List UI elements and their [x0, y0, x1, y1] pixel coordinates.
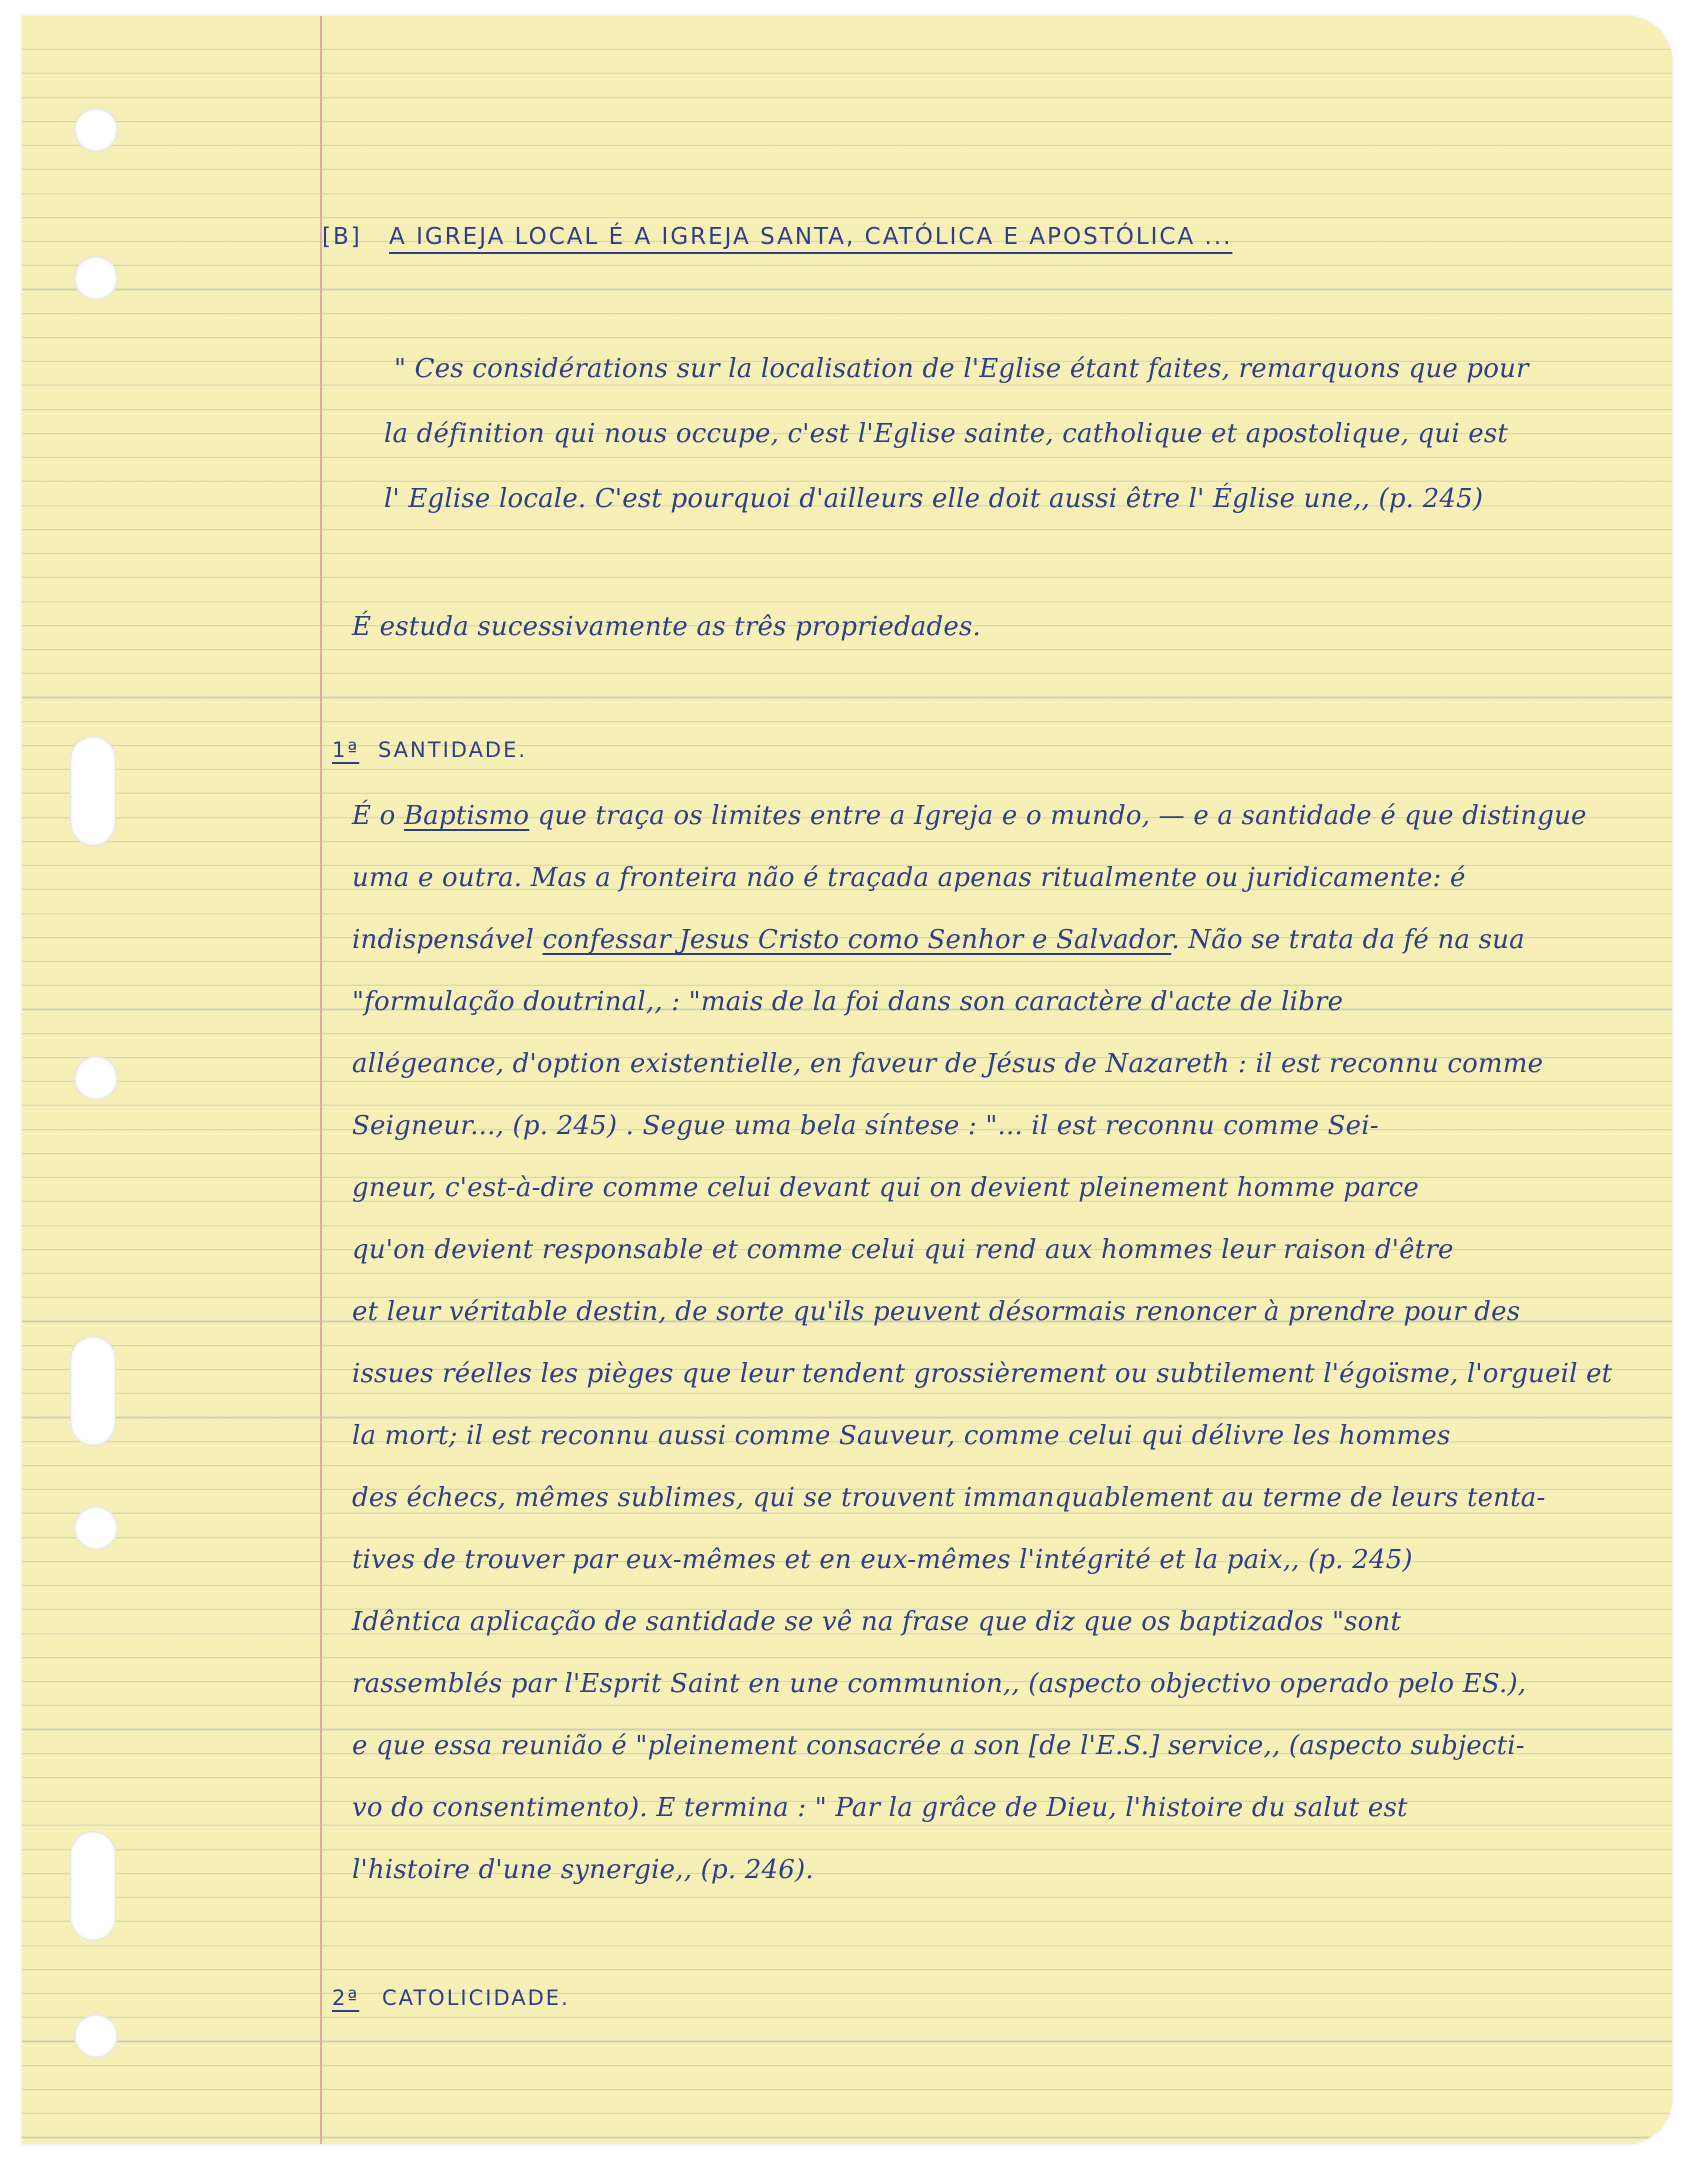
- quote-line: la définition qui nous occupe, c'est l'Eglise sainte, catholique et apostolique, qui est: [384, 419, 1509, 449]
- body-line: "formulação doutrinal,, : "mais de la foi dans son caractère d'acte de libre: [352, 987, 1344, 1017]
- quote-line: l' Eglise locale. C'est pourquoi d'ailleurs elle doit aussi être l' Église une,, (p. 245): [384, 484, 1484, 514]
- text-span: . Não se trata da fé na sua: [1171, 925, 1525, 955]
- body-line: vo do consentimento). E termina : " Par la grâce de Dieu, l'histoire du salut est: [352, 1793, 1408, 1823]
- body-line: e que essa reunião é "pleinement consacrée a son [de l'E.S.] service,, (aspecto subjecti-: [352, 1731, 1525, 1761]
- binder-slot: [70, 736, 116, 846]
- body-line: la mort; il est reconnu aussi comme Sauveur, comme celui qui délivre les hommes: [352, 1421, 1451, 1451]
- section-number: 1ª: [332, 738, 360, 762]
- title-text: A IGREJA LOCAL É A IGREJA SANTA, CATÓLICA E APOSTÓLICA ...: [389, 224, 1233, 250]
- binder-hole: [74, 1056, 118, 1100]
- intro-line: É estuda sucessivamente as três propriedades.: [352, 612, 981, 642]
- binder-hole: [74, 1506, 118, 1550]
- binder-hole: [74, 108, 118, 152]
- quote-line: " Ces considérations sur la localisation de l'Eglise étant faites, remarquons que pour: [394, 354, 1529, 384]
- binder-slot: [70, 1831, 116, 1941]
- body-line: gneur, c'est-à-dire comme celui devant qui on devient pleinement homme parce: [352, 1173, 1419, 1203]
- body-line: Seigneur..., (p. 245) . Segue uma bela síntese : "... il est reconnu comme Sei-: [352, 1111, 1379, 1141]
- body-line: des échecs, mêmes sublimes, qui se trouvent immanquablement au terme de leurs tenta-: [352, 1483, 1546, 1513]
- section-title: [322, 224, 1232, 250]
- binder-hole: [74, 256, 118, 300]
- body-line: uma e outra. Mas a fronteira não é traçada apenas ritualmente ou juridicamente: é: [352, 863, 1466, 893]
- body-line: Idêntica aplicação de santidade se vê na frase que diz que os baptizados "sont: [352, 1607, 1402, 1637]
- underlined-term: Baptismo: [403, 801, 530, 831]
- title-bracket: [B]: [322, 224, 362, 250]
- section-number: 2ª: [332, 1986, 360, 2010]
- binder-slot: [70, 1336, 116, 1446]
- body-line: [352, 925, 1525, 955]
- section-heading-text: SANTIDADE.: [377, 738, 528, 762]
- section-heading-santidade: [332, 738, 527, 762]
- body-line: rassemblés par l'Esprit Saint en une communion,, (aspecto objectivo operado pelo ES.),: [352, 1669, 1527, 1699]
- body-line: [352, 801, 1587, 831]
- binder-hole: [74, 2014, 118, 2058]
- underlined-phrase: confessar Jesus Cristo como Senhor e Salvador: [542, 925, 1172, 955]
- body-line: l'histoire d'une synergie,, (p. 246).: [352, 1855, 814, 1885]
- body-line: issues réelles les pièges que leur tendent grossièrement ou subtilement l'égoïsme, l'orgueil et: [352, 1359, 1613, 1389]
- text-span: que traça os limites entre a Igreja e o mundo, — e a santidade é que distingue: [529, 801, 1587, 831]
- margin-line: [320, 16, 322, 2144]
- text-span: indispensável: [352, 925, 543, 955]
- body-line: qu'on devient responsable et comme celui qui rend aux hommes leur raison d'être: [352, 1235, 1454, 1265]
- body-line: tives de trouver par eux-mêmes et en eux-mêmes l'intégrité et la paix,, (p. 245): [352, 1545, 1413, 1575]
- notebook-sheet: [22, 16, 1672, 2144]
- text-span: É o: [352, 801, 404, 831]
- body-line: allégeance, d'option existentielle, en faveur de Jésus de Nazareth : il est reconnu comme: [352, 1049, 1544, 1079]
- body-line: et leur véritable destin, de sorte qu'ils peuvent désormais renoncer à prendre pour des: [352, 1297, 1521, 1327]
- section-heading-catolicidade: [332, 1986, 570, 2010]
- section-heading-text: CATOLICIDADE.: [381, 1986, 570, 2010]
